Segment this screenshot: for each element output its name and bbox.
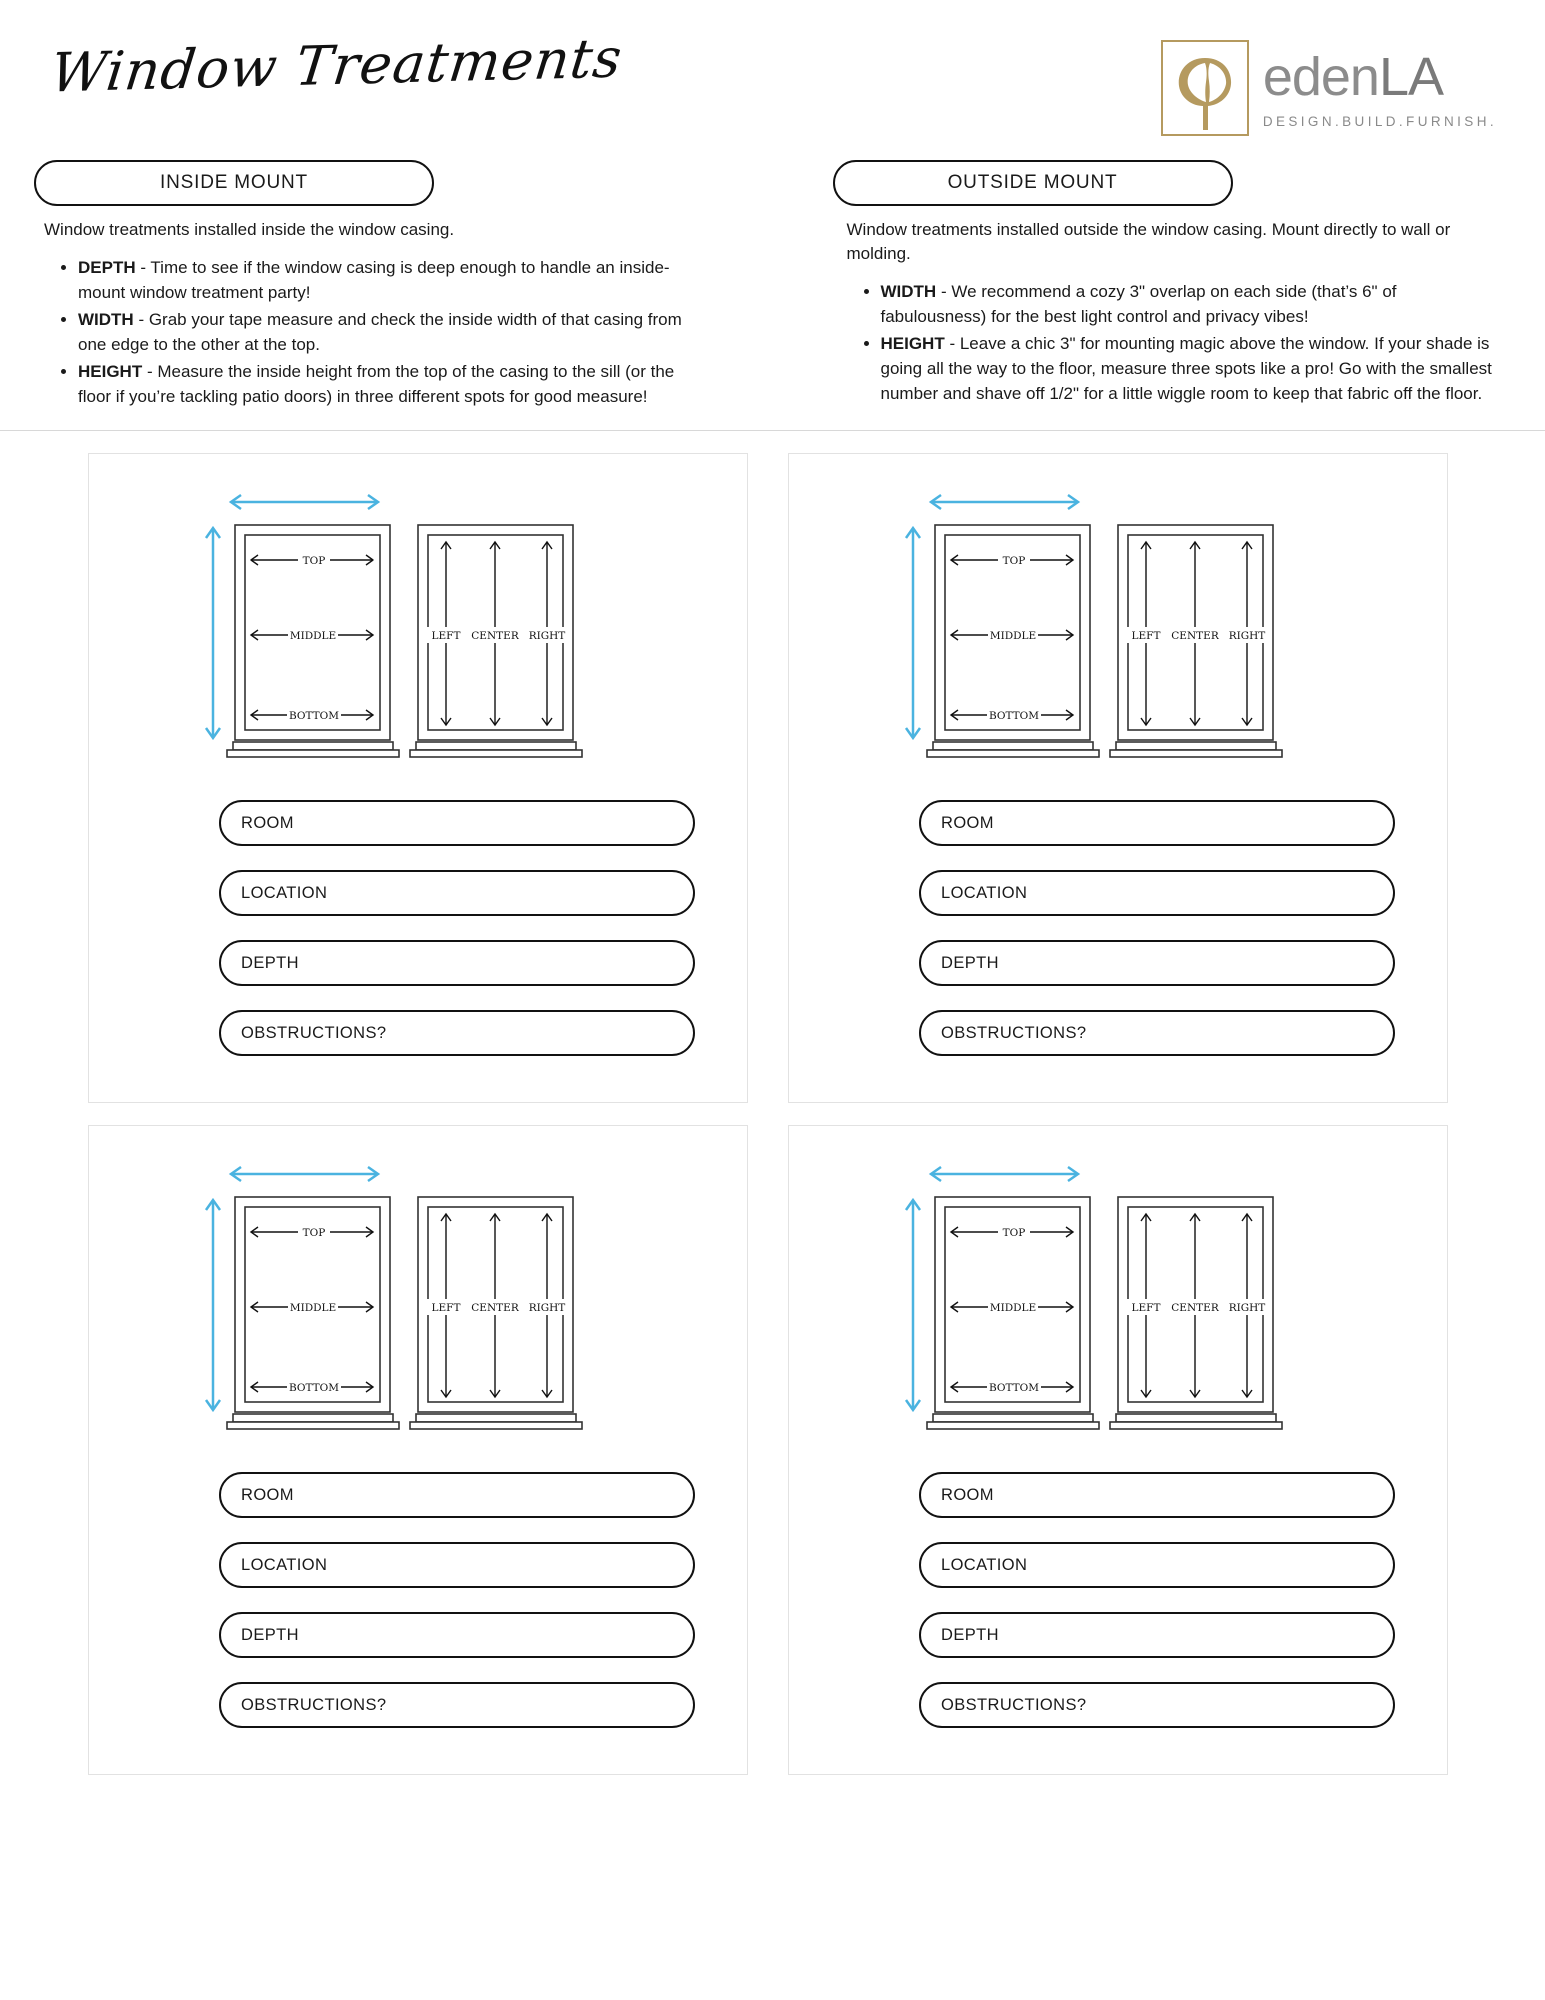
inside-mount-column <box>30 160 703 412</box>
bullet-text: - We recommend a cozy 3" overlap on each side (that’s 6" of fabulousness) for the best light control and privacy vibes! <box>880 282 1397 327</box>
bullet-label: HEIGHT <box>78 362 143 382</box>
inside-mount-lead: Window treatments installed inside the window casing. <box>44 220 455 239</box>
logo-word-la: LA <box>1378 47 1444 107</box>
card-fields <box>789 800 1447 1056</box>
measurement-card <box>88 453 748 1103</box>
room-field[interactable]: ROOM <box>219 800 695 846</box>
height-arrow-icon <box>906 1200 920 1410</box>
bullet-label: DEPTH <box>78 258 136 278</box>
depth-field[interactable]: DEPTH <box>219 940 695 986</box>
outside-mount-bullets <box>833 280 1506 407</box>
label-top: TOP <box>1002 1227 1026 1240</box>
location-field[interactable]: LOCATION <box>919 870 1395 916</box>
measurement-card <box>88 1125 748 1775</box>
outside-mount-column <box>833 160 1506 412</box>
outside-mount-lead: Window treatments installed outside the window casing. Mount directly to wall or molding. <box>846 220 1451 264</box>
label-left: LEFT <box>431 630 461 643</box>
location-field[interactable]: LOCATION <box>219 1542 695 1588</box>
page-title: Window Treatments <box>47 26 626 105</box>
location-field[interactable]: LOCATION <box>219 870 695 916</box>
label-left: LEFT <box>1131 1302 1161 1315</box>
width-arrow-icon <box>231 1167 378 1181</box>
width-arrow-icon <box>931 495 1078 509</box>
window-measure-diagram <box>89 480 747 800</box>
card-fields <box>89 800 747 1056</box>
logo-wordmark <box>1262 47 1497 107</box>
intro-section <box>0 160 1545 412</box>
card-fields <box>89 1472 747 1728</box>
window-measure-diagram <box>789 1152 1447 1472</box>
label-left: LEFT <box>431 1302 461 1315</box>
label-right: RIGHT <box>528 1302 566 1315</box>
height-arrow-icon <box>206 528 220 738</box>
obstructions-field[interactable]: OBSTRUCTIONS? <box>919 1682 1395 1728</box>
monstera-leaf-icon <box>1161 40 1249 136</box>
bullet-text: - Measure the inside height from the top of the casing to the sill (or the floor if you’re tackling patio doors) in three different spots for good measure! <box>78 362 675 407</box>
width-arrow-icon <box>931 1167 1078 1181</box>
label-top: TOP <box>1002 555 1026 568</box>
logo-tagline: DESIGN.BUILD.FURNISH. <box>1262 114 1497 129</box>
inside-mount-bullets <box>30 256 703 410</box>
label-middle: MIDDLE <box>289 630 337 643</box>
label-top: TOP <box>302 555 326 568</box>
label-bottom: BOTTOM <box>288 710 340 723</box>
room-field[interactable]: ROOM <box>919 1472 1395 1518</box>
list-item <box>78 308 703 358</box>
bullet-label: WIDTH <box>880 282 937 302</box>
list-item <box>78 256 703 306</box>
bullet-text: - Grab your tape measure and check the inside width of that casing from one edge to the other at the top. <box>78 310 682 355</box>
page-header <box>0 0 1545 160</box>
obstructions-field[interactable]: OBSTRUCTIONS? <box>919 1010 1395 1056</box>
label-center: CENTER <box>1171 630 1219 643</box>
width-arrow-icon <box>231 495 378 509</box>
card-fields <box>789 1472 1447 1728</box>
label-bottom: BOTTOM <box>288 1382 340 1395</box>
room-field[interactable]: ROOM <box>919 800 1395 846</box>
list-item <box>881 332 1506 407</box>
list-item <box>78 360 703 410</box>
depth-field[interactable]: DEPTH <box>919 1612 1395 1658</box>
label-right: RIGHT <box>528 630 566 643</box>
label-middle: MIDDLE <box>989 1302 1037 1315</box>
label-right: RIGHT <box>1228 630 1266 643</box>
logo-word-eden: eden <box>1262 47 1379 107</box>
label-center: CENTER <box>1171 1302 1219 1315</box>
measurement-card <box>788 1125 1448 1775</box>
label-center: CENTER <box>471 1302 519 1315</box>
obstructions-field[interactable]: OBSTRUCTIONS? <box>219 1010 695 1056</box>
bullet-text: - Leave a chic 3" for mounting magic above the window. If your shade is going all the way to the floor, measure three spots like a pro! Go with the smallest number and shave off 1/2" for a little wiggle room to keep that fabric off the floor. <box>880 334 1492 404</box>
outside-mount-heading: OUTSIDE MOUNT <box>833 160 1233 206</box>
label-top: TOP <box>302 1227 326 1240</box>
window-measure-diagram <box>789 480 1447 800</box>
label-bottom: BOTTOM <box>988 710 1040 723</box>
height-arrow-icon <box>206 1200 220 1410</box>
label-bottom: BOTTOM <box>988 1382 1040 1395</box>
label-middle: MIDDLE <box>989 630 1037 643</box>
label-right: RIGHT <box>1228 1302 1266 1315</box>
brand-logo <box>1161 40 1497 136</box>
window-measure-diagram <box>89 1152 747 1472</box>
label-middle: MIDDLE <box>289 1302 337 1315</box>
bullet-label: WIDTH <box>78 310 134 330</box>
label-left: LEFT <box>1131 630 1161 643</box>
measurement-cards-grid <box>0 431 1545 1775</box>
obstructions-field[interactable]: OBSTRUCTIONS? <box>219 1682 695 1728</box>
measurement-card <box>788 453 1448 1103</box>
location-field[interactable]: LOCATION <box>919 1542 1395 1588</box>
depth-field[interactable]: DEPTH <box>219 1612 695 1658</box>
depth-field[interactable]: DEPTH <box>919 940 1395 986</box>
bullet-text: - Time to see if the window casing is deep enough to handle an inside-mount window treatment party! <box>78 258 670 303</box>
inside-mount-heading: INSIDE MOUNT <box>34 160 434 206</box>
list-item <box>881 280 1506 330</box>
label-center: CENTER <box>471 630 519 643</box>
room-field[interactable]: ROOM <box>219 1472 695 1518</box>
bullet-label: HEIGHT <box>880 334 945 354</box>
height-arrow-icon <box>906 528 920 738</box>
